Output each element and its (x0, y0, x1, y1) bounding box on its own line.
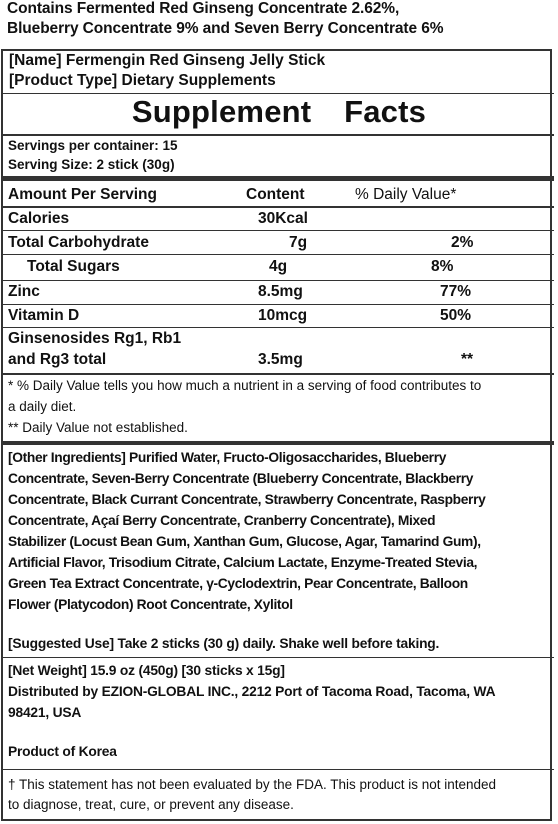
servings-per-container: Servings per container: 15 (8, 138, 178, 153)
nutrient-daily-value: 50% (440, 307, 472, 324)
nutrient-daily-value: ** (461, 351, 474, 368)
daily-value-note: * % Daily Value tells you how much a nutrient in a serving of food contributes to (8, 378, 482, 393)
net-weight: [Net Weight] 15.9 oz (450g) [30 sticks x 15g] (8, 663, 285, 678)
fda-disclaimer-continued: to diagnose, treat, cure, or prevent any disease. (8, 797, 294, 812)
fda-disclaimer: † This statement has not been evaluated by the FDA. This product is not intended (8, 777, 497, 792)
ingredients-line: Concentrate, Açaí Berry Concentrate, Cranberry Concentrate), Mixed (8, 513, 436, 528)
ingredients-line: Green Tea Extract Concentrate, γ-Cyclodextrin, Pear Concentrate, Balloon (8, 576, 468, 591)
divider (1, 373, 554, 375)
serving-size: Serving Size: 2 stick (30g) (8, 157, 175, 172)
divider (1, 254, 554, 255)
thick-divider (1, 441, 554, 445)
distributor: Distributed by EZION-GLOBAL INC., 2212 Port of Tacoma Road, Tacoma, WA (8, 684, 496, 699)
ingredients-line: Artificial Flavor, Trisodium Citrate, Calcium Lactate, Enzyme-Treated Stevia, (8, 555, 478, 570)
divider (1, 206, 554, 208)
nutrient-name: Total Sugars (27, 258, 120, 275)
nutrient-content: 7g (289, 234, 308, 251)
nutrient-name: Vitamin D (8, 307, 80, 324)
ingredients-line: Concentrate, Seven-Berry Concentrate (Blueberry Concentrate, Blackberry (8, 471, 474, 486)
daily-value-note-continued: a daily diet. (8, 399, 77, 414)
ingredients-line: [Other Ingredients] Purified Water, Fructo-Oligosaccharides, Blueberry (8, 450, 447, 465)
product-name: [Name] Fermengin Red Ginseng Jelly Stick (9, 52, 326, 69)
nutrient-name: Total Carbohydrate (8, 234, 149, 251)
nutrient-content: 10mcg (258, 307, 308, 324)
nutrient-content: 8.5mg (258, 283, 303, 300)
column-header-amount: Amount Per Serving (8, 186, 157, 203)
nutrient-daily-value: 77% (440, 283, 472, 300)
divider (1, 230, 554, 231)
divider (1, 134, 554, 136)
nutrient-name: Ginsenosides Rg1, Rb1 (8, 330, 182, 347)
claim-line-2: Blueberry Concentrate 9% and Seven Berry Concentrate 6% (7, 20, 444, 37)
suggested-use: [Suggested Use] Take 2 sticks (30 g) daily. Shake well before taking. (8, 636, 440, 651)
column-header-daily-value: % Daily Value* (355, 186, 457, 203)
origin: Product of Korea (8, 744, 117, 759)
nutrient-content: 30Kcal (258, 210, 308, 227)
divider (1, 280, 554, 281)
column-header-content: Content (246, 186, 305, 203)
nutrient-name: Calories (8, 210, 70, 227)
divider (1, 304, 554, 305)
not-established-note: ** Daily Value not established. (8, 420, 188, 435)
thick-divider (1, 176, 554, 181)
ingredients-line: Flower (Platycodon) Root Concentrate, Xylitol (8, 597, 293, 612)
ingredients-line: Stabilizer (Locust Bean Gum, Xanthan Gum, Glucose, Agar, Tamarind Gum), (8, 534, 481, 549)
claim-line-1: Contains Fermented Red Ginseng Concentrate 2.62%, (7, 0, 400, 17)
divider (1, 769, 554, 770)
nutrient-name-continued: and Rg3 total (8, 351, 107, 368)
divider (1, 327, 554, 328)
nutrient-daily-value: 2% (451, 234, 474, 251)
product-type: [Product Type] Dietary Supplements (9, 72, 276, 89)
distributor-address: 98421, USA (8, 705, 82, 720)
nutrient-content: 3.5mg (258, 351, 303, 368)
divider (1, 657, 554, 658)
nutrient-daily-value: 8% (431, 258, 454, 275)
facts-title: Supplement Facts (131, 94, 427, 129)
ingredients-line: Concentrate, Black Currant Concentrate, Strawberry Concentrate, Raspberry (8, 492, 486, 507)
nutrient-name: Zinc (8, 283, 40, 300)
nutrient-content: 4g (269, 258, 288, 275)
